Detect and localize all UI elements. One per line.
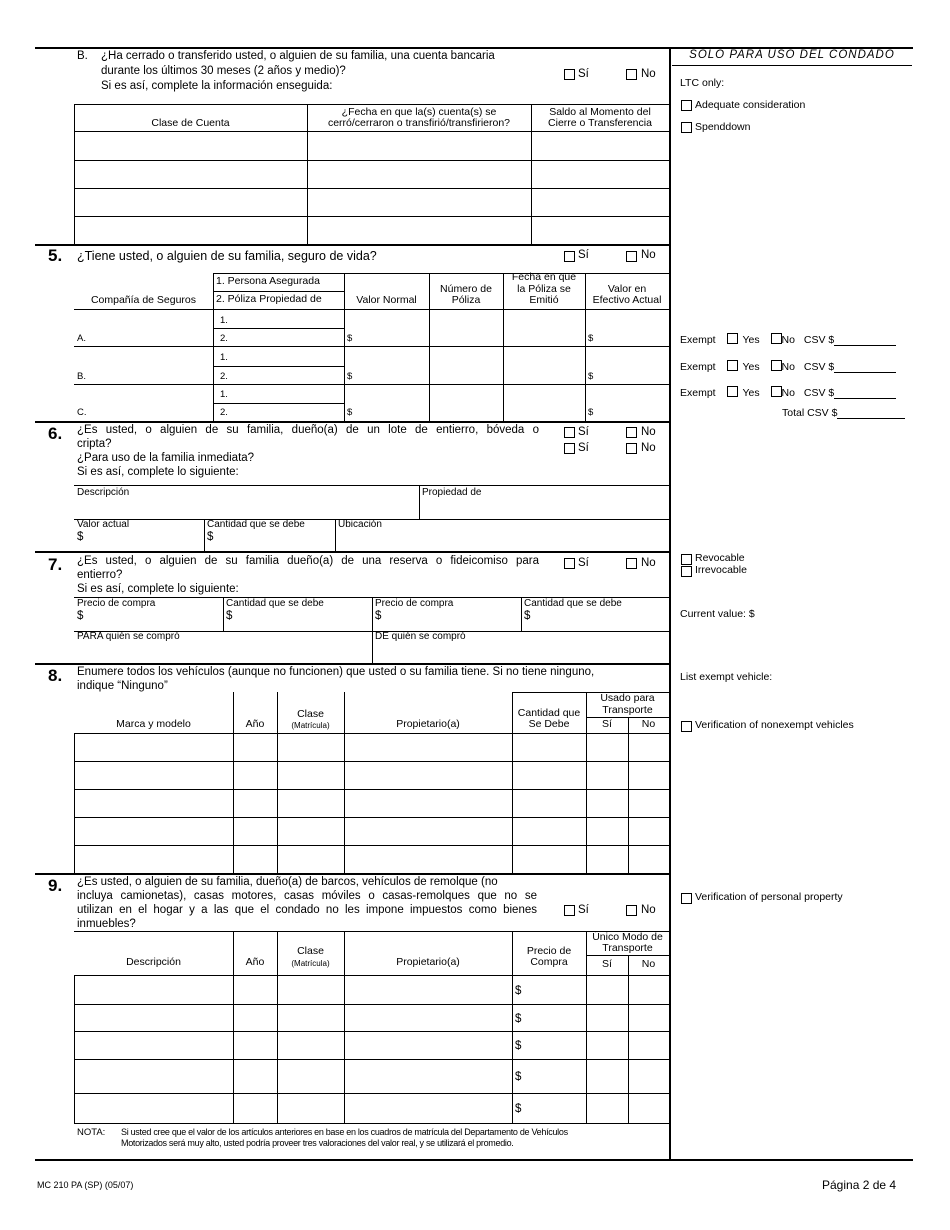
section-b-question-1: ¿Ha cerrado o transferido usted, o alguien de su familia, una cuenta bancaria bbox=[101, 50, 495, 62]
section-b-no-label: No bbox=[641, 68, 656, 80]
csv-c-field[interactable] bbox=[834, 388, 896, 399]
policy-a-face-dollar: $ bbox=[347, 333, 353, 344]
section-6-question-3: ¿Para uso de la familia inmediata? bbox=[77, 452, 255, 464]
veh-col-plate: (Matrícula) bbox=[291, 721, 330, 730]
section-7-question-1: ¿Es usted, o alguien de su familia dueño(a) de una reserva o fideicomiso para bbox=[77, 555, 539, 567]
verification-property-checkbox[interactable] bbox=[681, 893, 692, 904]
trust-price-label-2: Precio de compra bbox=[375, 598, 454, 609]
exempt-a-yes-checkbox[interactable] bbox=[727, 333, 738, 344]
rule bbox=[74, 789, 669, 790]
section-9-number: 9. bbox=[48, 876, 63, 895]
rule bbox=[74, 761, 669, 762]
col-issue-2: la Póliza se bbox=[517, 283, 571, 295]
section-7-number: 7. bbox=[48, 555, 63, 574]
section-b-no-checkbox[interactable] bbox=[626, 69, 637, 80]
ltc-only-label: LTC only: bbox=[680, 77, 725, 89]
trust-price-label-1: Precio de compra bbox=[77, 598, 156, 609]
trust-from-whom-label: DE quién se compró bbox=[375, 631, 466, 642]
exempt-b-yes-checkbox[interactable] bbox=[727, 360, 738, 371]
bottom-rule bbox=[35, 1159, 913, 1161]
county-only-header: SÓLO PARA USO DEL CONDADO bbox=[689, 49, 895, 61]
policy-a-n1: 1. bbox=[220, 315, 228, 326]
yes-label: Yes bbox=[742, 361, 760, 373]
rule bbox=[586, 692, 587, 873]
prop-col-only-2: Transporte bbox=[602, 942, 653, 954]
veh-col-class: Clase bbox=[297, 708, 324, 720]
section-7-question-2: entierro? bbox=[77, 569, 123, 581]
verification-vehicles-label: Verification of nonexempt vehicles bbox=[695, 719, 854, 731]
section-8-question-1: Enumere todos los vehículos (aunque no funcionen) que usted o su familia tiene. Si no tiene ninguno, bbox=[77, 666, 595, 678]
prop-col-price-2: Compra bbox=[530, 956, 568, 968]
section-9-question-4: inmuebles? bbox=[77, 918, 136, 930]
rule bbox=[307, 104, 308, 244]
exempt-a bbox=[680, 332, 896, 346]
section-b-col-date-2: cerró/cerraron o transfirió/transfirieron? bbox=[327, 117, 511, 129]
veh-col-no: No bbox=[641, 718, 656, 730]
section-9-no-checkbox[interactable] bbox=[626, 905, 637, 916]
policy-a-letter: A. bbox=[77, 333, 86, 344]
rule bbox=[74, 384, 669, 385]
policy-c-face-dollar: $ bbox=[347, 407, 353, 418]
section-7-no-checkbox[interactable] bbox=[626, 558, 637, 569]
trust-price-dollar-1: $ bbox=[77, 610, 84, 622]
total-csv-label: Total CSV $ bbox=[782, 407, 838, 419]
rule bbox=[503, 273, 504, 422]
rule bbox=[344, 273, 345, 422]
policy-b-letter: B. bbox=[77, 371, 86, 382]
section-9-yes-label: Sí bbox=[578, 904, 589, 916]
burial-description-label: Descripción bbox=[77, 487, 130, 498]
section-5-question: ¿Tiene usted, o alguien de su familia, seguro de vida? bbox=[77, 249, 377, 263]
rule bbox=[213, 403, 344, 404]
rule bbox=[586, 931, 587, 1123]
rule bbox=[74, 1004, 669, 1005]
rule bbox=[74, 733, 75, 873]
irrevocable-label: Irrevocable bbox=[695, 564, 747, 576]
csv-b-field[interactable] bbox=[834, 362, 896, 373]
trust-for-whom-label: PARA quién se compró bbox=[77, 631, 180, 642]
section-6-number: 6. bbox=[48, 424, 63, 443]
spenddown-label: Spenddown bbox=[695, 121, 751, 133]
rule bbox=[74, 1031, 669, 1032]
section-5-yes-label: Sí bbox=[578, 249, 589, 261]
exempt-b-no-checkbox[interactable] bbox=[771, 360, 782, 371]
section-b-col-account: Clase de Cuenta bbox=[151, 117, 230, 129]
veh-col-year: Año bbox=[245, 718, 265, 730]
rule bbox=[429, 273, 430, 422]
section-9-rule bbox=[35, 873, 669, 875]
csv-label: CSV $ bbox=[803, 334, 835, 346]
policy-b-n1: 1. bbox=[220, 352, 228, 363]
section-7-yes-label: Sí bbox=[578, 557, 589, 569]
exempt-label: Exempt bbox=[680, 334, 716, 346]
burial-owed-dollar: $ bbox=[207, 531, 214, 543]
section-6-rule bbox=[35, 421, 669, 423]
csv-a-field[interactable] bbox=[834, 335, 896, 346]
rule bbox=[223, 597, 224, 631]
veh-col-owner: Propietario(a) bbox=[396, 718, 460, 730]
rule bbox=[213, 273, 669, 274]
exempt-c bbox=[680, 385, 896, 399]
rule bbox=[213, 273, 214, 422]
policy-b-face-dollar: $ bbox=[347, 371, 353, 382]
section-6-yes-checkbox-2[interactable] bbox=[564, 443, 575, 454]
yes-label: Yes bbox=[742, 387, 760, 399]
rule bbox=[74, 1093, 669, 1094]
rule bbox=[512, 692, 513, 873]
trust-price-dollar-2: $ bbox=[375, 610, 382, 622]
prop-col-price-1: Precio de bbox=[526, 945, 572, 957]
rule bbox=[213, 366, 344, 367]
policy-c-n2: 2. bbox=[220, 407, 228, 418]
col-company: Compañía de Seguros bbox=[90, 294, 197, 306]
rule bbox=[74, 975, 669, 976]
rule bbox=[74, 216, 669, 217]
rule bbox=[344, 692, 345, 873]
section-9-question-2: incluya camionetas), casas motores, casas móviles o casas-remolques que no se bbox=[77, 890, 537, 902]
rule bbox=[628, 955, 629, 1123]
col-policy-owner: 2. Póliza Propiedad de bbox=[216, 293, 322, 305]
section-6-no-checkbox-1[interactable] bbox=[626, 427, 637, 438]
rule bbox=[521, 597, 522, 631]
prop-price-dollar-1: $ bbox=[515, 985, 522, 997]
section-7-question-3: Si es así, complete lo siguiente: bbox=[77, 583, 239, 595]
rule bbox=[74, 931, 669, 932]
section-8-number: 8. bbox=[48, 666, 63, 685]
section-6-no-label-2: No bbox=[641, 442, 656, 454]
section-b-col-date-1: ¿Fecha en que la(s) cuenta(s) se bbox=[341, 106, 497, 118]
rule bbox=[74, 975, 75, 1123]
csv-label: CSV $ bbox=[803, 361, 835, 373]
section-9-no-label: No bbox=[641, 904, 656, 916]
verification-vehicles-checkbox[interactable] bbox=[681, 721, 692, 732]
rule bbox=[74, 160, 669, 161]
adequate-consideration-checkbox[interactable] bbox=[681, 100, 692, 111]
section-6-question-1: ¿Es usted, o alguien de su familia, dueño(a) de un lote de entierro, bóveda o bbox=[77, 424, 539, 436]
rule bbox=[74, 346, 669, 347]
no-label: No bbox=[781, 361, 795, 373]
burial-current-value-label: Valor actual bbox=[77, 519, 130, 530]
revocable-label: Revocable bbox=[695, 552, 745, 564]
veh-col-used-2: Transporte bbox=[602, 704, 653, 716]
section-7-no-label: No bbox=[641, 557, 656, 569]
section-b-question-3: Si es así, complete la información enseguida: bbox=[101, 80, 333, 92]
section-6-no-label-1: No bbox=[641, 426, 656, 438]
rule bbox=[74, 309, 669, 310]
rule bbox=[74, 104, 669, 105]
col-policy-num-2: Póliza bbox=[451, 294, 481, 306]
section-6-question-4: Si es así, complete lo siguiente: bbox=[77, 466, 239, 478]
verification-property-label: Verification of personal property bbox=[695, 891, 843, 903]
nota-label: NOTA: bbox=[77, 1127, 106, 1138]
col-face-value: Valor Normal bbox=[356, 294, 417, 306]
col-cash-2: Efectivo Actual bbox=[592, 294, 662, 306]
section-b-question-2: durante los últimos 30 meses (2 años y medio)? bbox=[101, 65, 346, 77]
burial-owed-label: Cantidad que se debe bbox=[207, 519, 305, 530]
rule bbox=[74, 733, 669, 734]
section-6-yes-label-1: Sí bbox=[578, 426, 589, 438]
section-8-question-2: indique “Ninguno” bbox=[77, 680, 168, 692]
policy-a-n2: 2. bbox=[220, 333, 228, 344]
exempt-label: Exempt bbox=[680, 361, 716, 373]
rule bbox=[74, 131, 669, 132]
section-b-col-balance-2: Cierre o Transferencia bbox=[548, 117, 652, 129]
col-issue-3: Emitió bbox=[529, 294, 559, 306]
rule bbox=[74, 188, 669, 189]
total-csv bbox=[782, 407, 905, 419]
section-9-question-3: utilizan en el hogar y a las que el condado no les impone impuestos como bienes bbox=[77, 904, 537, 916]
rule bbox=[344, 931, 345, 1123]
prop-col-desc: Descripción bbox=[126, 956, 181, 968]
section-b-yes-checkbox[interactable] bbox=[564, 69, 575, 80]
policy-b-cash-dollar: $ bbox=[588, 371, 594, 382]
veh-col-owed-2: Se Debe bbox=[528, 718, 570, 730]
burial-current-value-dollar: $ bbox=[77, 531, 84, 543]
section-6-yes-label-2: Sí bbox=[578, 442, 589, 454]
policy-a-cash-dollar: $ bbox=[588, 333, 594, 344]
section-5-rule bbox=[35, 244, 669, 246]
rule bbox=[628, 717, 629, 873]
section-6-yes-checkbox-1[interactable] bbox=[564, 427, 575, 438]
rule bbox=[277, 931, 278, 1123]
exempt-b bbox=[680, 359, 896, 373]
no-label: No bbox=[781, 387, 795, 399]
county-header-rule bbox=[672, 65, 912, 66]
veh-col-make: Marca y modelo bbox=[116, 718, 191, 730]
trust-owed-dollar-2: $ bbox=[524, 610, 531, 622]
prop-price-dollar-4: $ bbox=[515, 1071, 522, 1083]
section-b-yes-label: Sí bbox=[578, 68, 589, 80]
section-b-letter: B. bbox=[77, 50, 88, 62]
veh-col-owed-1: Cantidad que bbox=[517, 707, 581, 719]
section-5-no-label: No bbox=[641, 249, 656, 261]
policy-b-n2: 2. bbox=[220, 371, 228, 382]
rule bbox=[74, 817, 669, 818]
csv-label: CSV $ bbox=[803, 387, 835, 399]
prop-col-no: No bbox=[641, 958, 656, 970]
rule bbox=[233, 931, 234, 1123]
county-column-divider bbox=[669, 47, 671, 1160]
rule bbox=[74, 1123, 669, 1124]
exempt-a-no-checkbox[interactable] bbox=[771, 333, 782, 344]
rule bbox=[419, 485, 420, 519]
section-9-yes-checkbox[interactable] bbox=[564, 905, 575, 916]
rule bbox=[585, 273, 586, 422]
page-number: Página 2 de 4 bbox=[822, 1178, 897, 1192]
yes-label: Yes bbox=[742, 334, 760, 346]
prop-price-dollar-5: $ bbox=[515, 1103, 522, 1115]
total-csv-field[interactable] bbox=[837, 408, 905, 419]
section-6-no-checkbox-2[interactable] bbox=[626, 443, 637, 454]
rule bbox=[74, 485, 669, 486]
rule bbox=[74, 104, 75, 244]
nota-line-2: Motorizados será muy alto, usted podría proveer tres valoraciones del valor real, y se utilizará el promedio. bbox=[121, 1138, 514, 1148]
rule bbox=[277, 692, 278, 873]
section-5-yes-checkbox[interactable] bbox=[564, 251, 575, 262]
policy-c-cash-dollar: $ bbox=[588, 407, 594, 418]
section-7-rule bbox=[35, 551, 669, 553]
rule bbox=[74, 845, 669, 846]
section-8-rule bbox=[35, 663, 669, 665]
rule bbox=[233, 692, 234, 873]
rule bbox=[512, 931, 513, 1123]
rule bbox=[531, 104, 532, 244]
revocable-checkbox[interactable] bbox=[681, 554, 692, 565]
nota-line-1: Si usted cree que el valor de los artículos anteriores en base en los cuadros de matrícula del Departamento de Vehículos bbox=[121, 1127, 568, 1137]
veh-col-used-1: Usado para bbox=[600, 692, 655, 704]
burial-location-label: Ubicación bbox=[338, 519, 382, 530]
exempt-label: Exempt bbox=[680, 387, 716, 399]
section-5-number: 5. bbox=[48, 246, 63, 265]
col-cash-1: Valor en bbox=[607, 283, 647, 295]
section-7-yes-checkbox[interactable] bbox=[564, 558, 575, 569]
prop-col-year: Año bbox=[245, 956, 265, 968]
exempt-c-no-checkbox[interactable] bbox=[771, 386, 782, 397]
spenddown-checkbox[interactable] bbox=[681, 122, 692, 133]
no-label: No bbox=[781, 334, 795, 346]
veh-col-si: Sí bbox=[602, 718, 612, 730]
rule bbox=[74, 1059, 669, 1060]
section-6-question-2: cripta? bbox=[77, 438, 112, 450]
adequate-consideration-label: Adequate consideration bbox=[695, 99, 806, 111]
exempt-c-yes-checkbox[interactable] bbox=[727, 386, 738, 397]
rule bbox=[335, 519, 336, 552]
irrevocable-checkbox[interactable] bbox=[681, 566, 692, 577]
prop-price-dollar-3: $ bbox=[515, 1040, 522, 1052]
prop-price-dollar-2: $ bbox=[515, 1013, 522, 1025]
trust-owed-label-1: Cantidad que se debe bbox=[226, 598, 324, 609]
prop-col-owner: Propietario(a) bbox=[396, 956, 460, 968]
section-9-question-1: ¿Es usted, o alguien de su familia, dueño(a) de barcos, vehículos de remolque (no bbox=[77, 876, 498, 888]
section-b-col-balance-1: Saldo al Momento del bbox=[549, 106, 651, 118]
trust-owed-label-2: Cantidad que se debe bbox=[524, 598, 622, 609]
policy-c-n1: 1. bbox=[220, 389, 228, 400]
form-number: MC 210 PA (SP) (05/07) bbox=[37, 1180, 134, 1190]
policy-c-letter: C. bbox=[77, 407, 87, 418]
col-issue-1: Fecha en que bbox=[511, 271, 577, 283]
trust-owed-dollar-1: $ bbox=[226, 610, 233, 622]
section-5-no-checkbox[interactable] bbox=[626, 251, 637, 262]
burial-owner-label: Propiedad de bbox=[422, 487, 482, 498]
rule bbox=[213, 291, 344, 292]
rule bbox=[213, 328, 344, 329]
col-policy-num-1: Número de bbox=[440, 283, 492, 295]
prop-col-plate: (Matrícula) bbox=[291, 959, 330, 968]
current-value-label: Current value: $ bbox=[680, 608, 755, 620]
prop-col-si: Sí bbox=[602, 958, 612, 970]
col-insured: 1. Persona Asegurada bbox=[216, 275, 320, 287]
prop-col-class: Clase bbox=[297, 945, 324, 957]
rule bbox=[204, 519, 205, 552]
prop-col-only-1: Único Modo de bbox=[592, 931, 663, 943]
list-exempt-vehicle-label: List exempt vehicle: bbox=[680, 671, 773, 683]
